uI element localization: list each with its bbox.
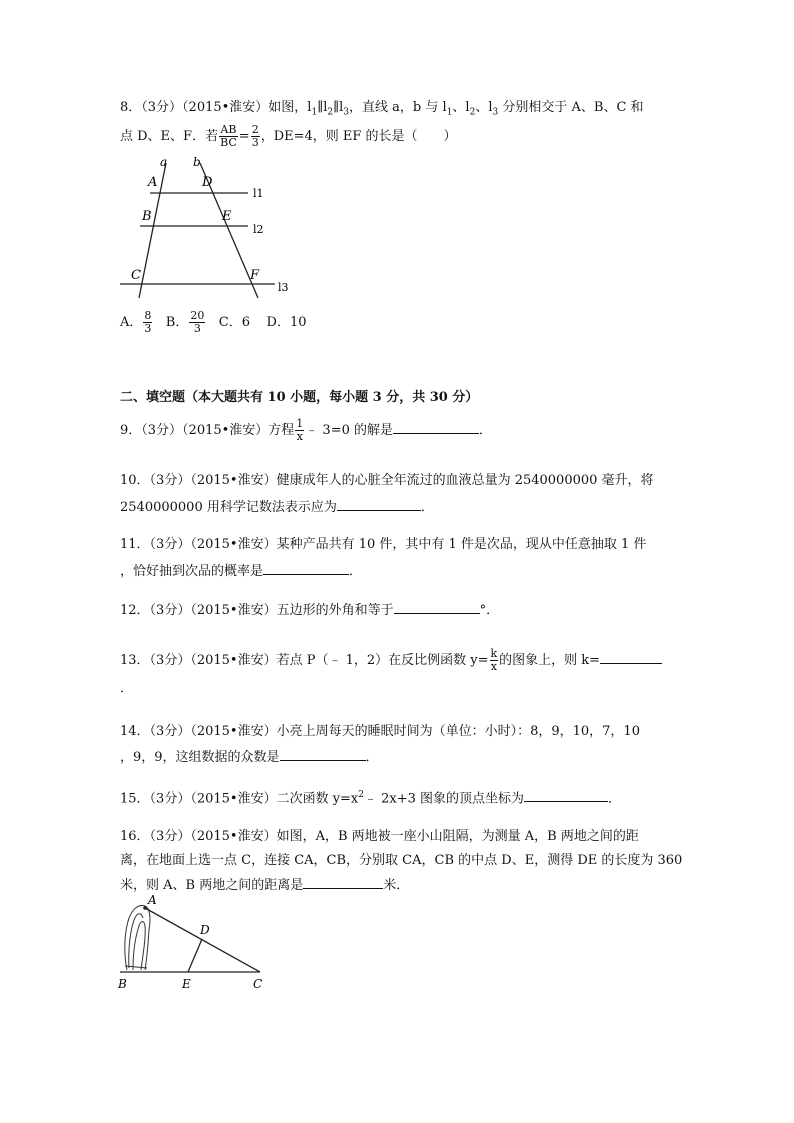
mountain-icon xyxy=(125,906,150,971)
q9-fraction: $\frac{1}{x}$ xyxy=(296,417,304,443)
q10-line2: 2540000000 用科学记数法表示应为 ． xyxy=(120,496,434,517)
label-F: F xyxy=(250,268,260,283)
ratio-fraction: $\frac{AB}{BC}$ xyxy=(220,123,237,149)
q9: 9．（3分）（2015•淮安）方程 $\frac{1}{x}$ ﹣ 3=0 的解是 ． xyxy=(120,417,493,443)
q13-line2: ． xyxy=(120,681,134,696)
q16-line2: 离，在地面上选一点 C，连接 CA，CB，分别取 CA，CB 的中点 D、E，测得 DE 的长度为 360 xyxy=(120,853,683,868)
q13-answer-blank[interactable] xyxy=(600,649,662,664)
q15-answer-blank[interactable] xyxy=(524,787,608,802)
q14-answer-blank[interactable] xyxy=(280,746,366,761)
label-A: A xyxy=(148,175,158,190)
q9-answer-blank[interactable] xyxy=(393,419,479,434)
section-title: 二、填空题（本大题共有 10 小题，每小题 3 分，共 30 分） xyxy=(120,390,479,405)
q12-answer-blank[interactable] xyxy=(394,599,480,614)
q14-line2: ，9，9，这组数据的众数是 ． xyxy=(120,746,379,767)
q8-line1: 8．（3分）（2015•淮安）如图，$l_1\parallel l_2\parallel l_3$，直线 a，b 与 $l_1$、$l_2$、$l_3$ 分别相交于 A、B、C 和 xyxy=(120,100,644,118)
label-A16: A xyxy=(148,893,157,907)
label-D: D xyxy=(202,175,213,190)
q11-answer-blank[interactable] xyxy=(263,560,349,575)
q13: 13．（3分）（2015•淮安）若点 P（﹣ 1，2）在反比例函数 y= $\frac{k}{x}$ 的图象上，则 k= xyxy=(120,648,662,673)
label-b: b xyxy=(193,155,201,169)
option-a-fraction: $\frac{8}{3}$ xyxy=(144,309,152,335)
q15: 15．（3分）（2015•淮安）二次函数 $y=x^2﹣$ 2x+3 图象的顶点坐标为 ． xyxy=(120,786,621,808)
label-E16: E xyxy=(182,977,191,991)
q16-line3: 米，则 A、B 两地之间的距离是 米． xyxy=(120,874,409,895)
label-E: E xyxy=(222,209,232,224)
label-l1: l1 xyxy=(253,187,264,200)
option-b-fraction: $\frac{20}{3}$ xyxy=(190,309,205,335)
q13-fraction: $\frac{k}{x}$ xyxy=(490,647,498,673)
label-B16: B xyxy=(118,977,127,991)
q16-figure xyxy=(115,890,275,995)
q12: 12．（3分）（2015•淮安）五边形的外角和等于 °． xyxy=(120,599,499,620)
label-a: a xyxy=(160,155,168,169)
q11-line2: ，恰好抽到次品的概率是 ． xyxy=(120,560,362,581)
label-D16: D xyxy=(200,923,210,937)
q11-line1: 11．（3分）（2015•淮安）某种产品共有 10 件，其中有 1 件是次品，现从中任意抽取 1 件 xyxy=(120,537,647,552)
q8-options: A． $\frac{8}{3}$ B． $\frac{20}{3}$ C．6 D．10 xyxy=(120,309,307,335)
q16-line1: 16．（3分）（2015•淮安）如图，A，B 两地被一座小山阻隔，为测量 A，B 两地之间的距 xyxy=(120,829,639,844)
label-C16: C xyxy=(253,977,263,991)
label-C: C xyxy=(131,268,141,283)
q8-figure xyxy=(115,155,305,300)
segment-AC xyxy=(145,908,260,972)
ratio-value-fraction: $\frac{2}{3}$ xyxy=(251,123,259,149)
label-l2: l2 xyxy=(253,223,264,236)
q10-line1: 10．（3分）（2015•淮安）健康成年人的心脏全年流过的血液总量为 2540000000 毫升，将 xyxy=(120,473,654,488)
segment-DE xyxy=(188,939,202,972)
q14-line1: 14．（3分）（2015•淮安）小亮上周每天的睡眠时间为（单位：小时）：8，9，10，7，10 xyxy=(120,724,640,739)
label-l3: l3 xyxy=(278,281,289,294)
q16-answer-blank[interactable] xyxy=(303,874,383,889)
label-B: B xyxy=(142,209,152,224)
q10-answer-blank[interactable] xyxy=(337,496,421,511)
q8-line2: 点 D、E、F．若 $\frac{AB}{BC}$ = $\frac{2}{3}$ ，DE=4，则 EF 的长是（ ） xyxy=(120,123,457,149)
